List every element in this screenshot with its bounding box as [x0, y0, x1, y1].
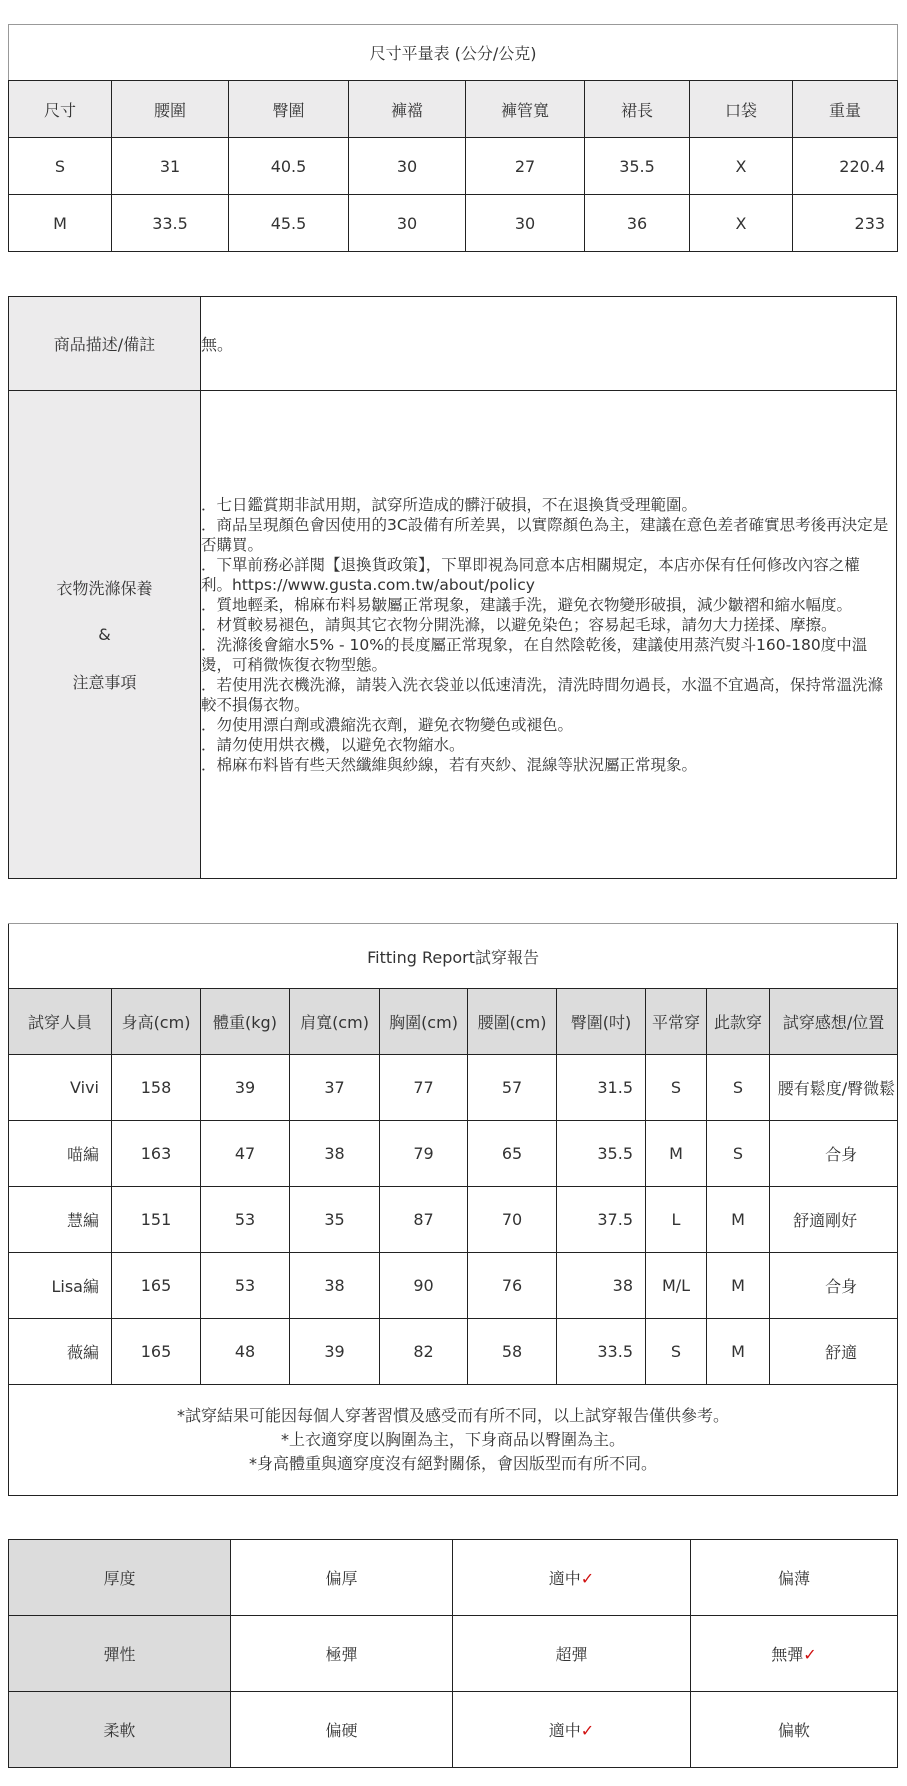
table-row	[9, 1319, 898, 1385]
fitting-report-table	[8, 923, 898, 1496]
table-row	[9, 1121, 898, 1187]
table-cell: 薇編	[9, 1319, 112, 1385]
table-cell: 合身	[770, 1121, 898, 1187]
table-cell: 36	[585, 195, 690, 252]
column-header: 身高(cm)	[112, 989, 201, 1055]
table-cell: 53	[201, 1187, 290, 1253]
table-cell: 58	[468, 1319, 557, 1385]
table-cell: X	[690, 138, 793, 195]
table-cell: 82	[380, 1319, 468, 1385]
table-cell: 27	[466, 138, 585, 195]
attributes-table	[8, 1539, 898, 1768]
table-cell: 220.4	[793, 138, 898, 195]
table-cell: 70	[468, 1187, 557, 1253]
description-value: 無。	[201, 297, 897, 391]
column-header: 裙長	[585, 81, 690, 138]
column-header: 口袋	[690, 81, 793, 138]
fitting-note: *身高體重與適穿度沒有絕對關係，會因版型而有所不同。	[249, 1454, 658, 1473]
table-cell: 40.5	[229, 138, 349, 195]
table-cell: 48	[201, 1319, 290, 1385]
table-row	[9, 1055, 898, 1121]
care-item: ．若使用洗衣機洗滌，請裝入洗衣袋並以低速清洗，清洗時間勿過長，水溫不宜過高，保持常溫洗滌較不損傷衣物。	[201, 675, 884, 714]
table-cell: 163	[112, 1121, 201, 1187]
table-cell: 65	[468, 1121, 557, 1187]
attribute-option	[231, 1616, 453, 1692]
table-cell: M	[707, 1319, 770, 1385]
care-item: ．勿使用漂白劑或濃縮洗衣劑，避免衣物變色或褪色。	[201, 715, 574, 734]
attribute-option	[453, 1540, 691, 1616]
care-item: ．七日鑑賞期非試用期，試穿所造成的髒汙破損，不在退換貨受理範圍。	[201, 495, 698, 514]
table-cell: 38	[290, 1253, 380, 1319]
care-item: ．洗滌後會縮水5% - 10%的長度屬正常現象，在自然陰乾後，建議使用蒸汽熨斗160-180度中溫燙，可稍微恢復衣物型態。	[201, 635, 868, 674]
attribute-option	[691, 1692, 898, 1768]
table-cell: 47	[201, 1121, 290, 1187]
table-cell: 233	[793, 195, 898, 252]
column-header: 體重(kg)	[201, 989, 290, 1055]
fitting-notes	[9, 1385, 898, 1496]
table-cell: 31	[112, 138, 229, 195]
column-header: 腰圍	[112, 81, 229, 138]
attribute-option	[453, 1616, 691, 1692]
care-item: ．棉麻布料皆有些天然纖維與紗線，若有夾紗、混線等狀況屬正常現象。	[201, 755, 698, 774]
table-cell: 76	[468, 1253, 557, 1319]
fitting-note: *試穿結果可能因每個人穿著習慣及感受而有所不同，以上試穿報告僅供參考。	[177, 1406, 730, 1425]
attribute-option	[691, 1616, 898, 1692]
care-instructions	[201, 391, 897, 879]
column-header: 臀圍(吋)	[557, 989, 646, 1055]
table-cell: 87	[380, 1187, 468, 1253]
column-header: 褲管寬	[466, 81, 585, 138]
attribute-row	[9, 1616, 898, 1692]
table-cell: 90	[380, 1253, 468, 1319]
table-cell: 30	[349, 195, 466, 252]
table-cell: 57	[468, 1055, 557, 1121]
table-cell: 30	[349, 138, 466, 195]
table-cell: 喵編	[9, 1121, 112, 1187]
care-item: ．下單前務必詳閱【退換貨政策】，下單即視為同意本店相關規定，本店亦保有任何修改內容之權利。https://www.gusta.com.tw/about/policy	[201, 555, 860, 594]
column-header: 肩寬(cm)	[290, 989, 380, 1055]
table-row	[9, 138, 898, 195]
size-table	[8, 24, 898, 252]
table-cell: M	[707, 1253, 770, 1319]
table-cell: 37.5	[557, 1187, 646, 1253]
attribute-option	[231, 1540, 453, 1616]
care-item: ．質地輕柔，棉麻布料易皺屬正常現象，建議手洗，避免衣物變形破損，減少皺褶和縮水幅度。	[201, 595, 853, 614]
table-cell: 53	[201, 1253, 290, 1319]
table-cell: 35	[290, 1187, 380, 1253]
description-label: 商品描述/備註	[9, 297, 201, 391]
fitting-title: Fitting Report試穿報告	[9, 924, 898, 989]
care-label	[9, 391, 201, 879]
table-cell: 38	[557, 1253, 646, 1319]
table-cell: S	[646, 1055, 707, 1121]
care-label-line: 衣物洗滌保養	[56, 579, 153, 598]
table-cell: 33.5	[557, 1319, 646, 1385]
size-table-title: 尺寸平量表 (公分/公克)	[9, 25, 898, 81]
column-header: 試穿感想/位置	[770, 989, 898, 1055]
table-cell: 慧編	[9, 1187, 112, 1253]
option-label: 偏薄	[777, 1569, 810, 1588]
table-cell: Vivi	[9, 1055, 112, 1121]
table-cell: 151	[112, 1187, 201, 1253]
attribute-row	[9, 1692, 898, 1768]
column-header: 褲襠	[349, 81, 466, 138]
attribute-option	[453, 1692, 691, 1768]
description-table	[8, 296, 897, 879]
table-row	[9, 1253, 898, 1319]
table-cell: S	[707, 1121, 770, 1187]
care-label-line: 注意事項	[72, 673, 137, 692]
table-cell: 腰有鬆度/臀微鬆	[770, 1055, 898, 1121]
option-label: 超彈	[555, 1645, 588, 1664]
table-cell: 165	[112, 1253, 201, 1319]
attribute-label: 彈性	[9, 1616, 231, 1692]
option-label: 偏硬	[325, 1721, 358, 1740]
attribute-row	[9, 1540, 898, 1616]
table-cell: 舒適剛好	[770, 1187, 898, 1253]
table-cell: 39	[290, 1319, 380, 1385]
checkmark-icon: ✓	[580, 1569, 595, 1588]
table-cell: 79	[380, 1121, 468, 1187]
table-cell: Lisa編	[9, 1253, 112, 1319]
table-cell: 38	[290, 1121, 380, 1187]
care-item: ．請勿使用烘衣機，以避免衣物縮水。	[201, 735, 465, 754]
attribute-label: 柔軟	[9, 1692, 231, 1768]
checkmark-icon: ✓	[803, 1645, 817, 1664]
table-cell: L	[646, 1187, 707, 1253]
option-label: 偏厚	[325, 1569, 358, 1588]
attribute-label: 厚度	[9, 1540, 231, 1616]
attribute-option	[231, 1692, 453, 1768]
column-header: 尺寸	[9, 81, 112, 138]
column-header: 胸圍(cm)	[380, 989, 468, 1055]
table-cell: 35.5	[557, 1121, 646, 1187]
table-cell: 37	[290, 1055, 380, 1121]
care-item: ．商品呈現顏色會因使用的3C設備有所差異，以實際顏色為主，建議在意色差者確實思考後再決定是否購買。	[201, 515, 889, 554]
table-cell: X	[690, 195, 793, 252]
checkmark-icon: ✓	[580, 1721, 595, 1740]
option-label: 極彈	[325, 1645, 358, 1664]
attribute-option	[691, 1540, 898, 1616]
table-cell: 30	[466, 195, 585, 252]
column-header: 重量	[793, 81, 898, 138]
table-cell: 31.5	[557, 1055, 646, 1121]
column-header: 臀圍	[229, 81, 349, 138]
table-cell: M/L	[646, 1253, 707, 1319]
table-cell: 158	[112, 1055, 201, 1121]
care-label-line: &	[98, 625, 111, 644]
table-cell: 33.5	[112, 195, 229, 252]
option-label: 無彈	[771, 1645, 804, 1664]
table-row	[9, 195, 898, 252]
option-label: 偏軟	[777, 1721, 810, 1740]
table-cell: 165	[112, 1319, 201, 1385]
table-cell: 35.5	[585, 138, 690, 195]
table-row	[9, 1187, 898, 1253]
care-item: ．材質較易褪色，請與其它衣物分開洗滌，以避免染色；容易起毛球，請勿大力搓揉、摩擦。	[201, 615, 837, 634]
table-cell: 合身	[770, 1253, 898, 1319]
column-header: 此款穿	[707, 989, 770, 1055]
column-header: 腰圍(cm)	[468, 989, 557, 1055]
table-cell: S	[646, 1319, 707, 1385]
table-cell: 77	[380, 1055, 468, 1121]
option-label: 適中	[548, 1721, 581, 1740]
column-header: 平常穿	[646, 989, 707, 1055]
table-cell: S	[9, 138, 112, 195]
table-cell: M	[707, 1187, 770, 1253]
table-cell: 45.5	[229, 195, 349, 252]
table-cell: 39	[201, 1055, 290, 1121]
table-cell: 舒適	[770, 1319, 898, 1385]
table-cell: S	[707, 1055, 770, 1121]
fitting-note: *上衣適穿度以胸圍為主，下身商品以臀圍為主。	[281, 1430, 626, 1449]
table-cell: M	[646, 1121, 707, 1187]
table-cell: M	[9, 195, 112, 252]
column-header: 試穿人員	[9, 989, 112, 1055]
option-label: 適中	[548, 1569, 581, 1588]
